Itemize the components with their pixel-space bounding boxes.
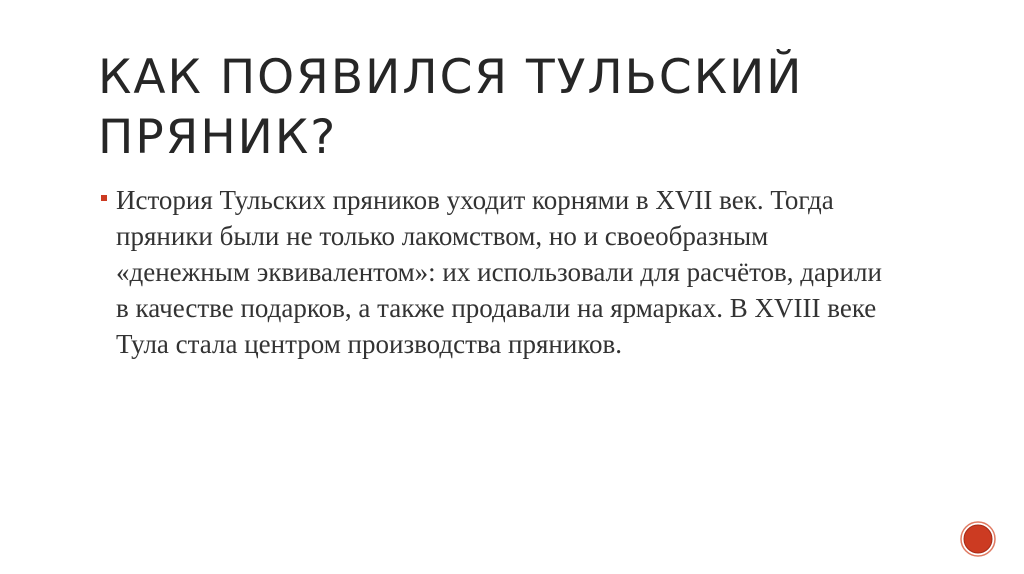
slide-nav-circle-icon: [960, 521, 996, 557]
slide-nav-button[interactable]: [960, 521, 996, 557]
square-bullet-icon: [101, 195, 107, 201]
bullet-text: История Тульских пряников уходит корнями в XVII век. Тогда пряники были не только лакомством, но и своеобразным «денежным эквивалентом»: их использовали для расчётов, дарили в качестве подарков, а также продавали на ярмарках. В XVIII веке Тула стала центром производства пряников.: [116, 185, 882, 359]
bullet-item: [100, 182, 900, 362]
slide-title: КАК ПОЯВИЛСЯ ТУЛЬСКИЙ ПРЯНИК?: [98, 50, 804, 165]
slide-body: [100, 182, 900, 362]
